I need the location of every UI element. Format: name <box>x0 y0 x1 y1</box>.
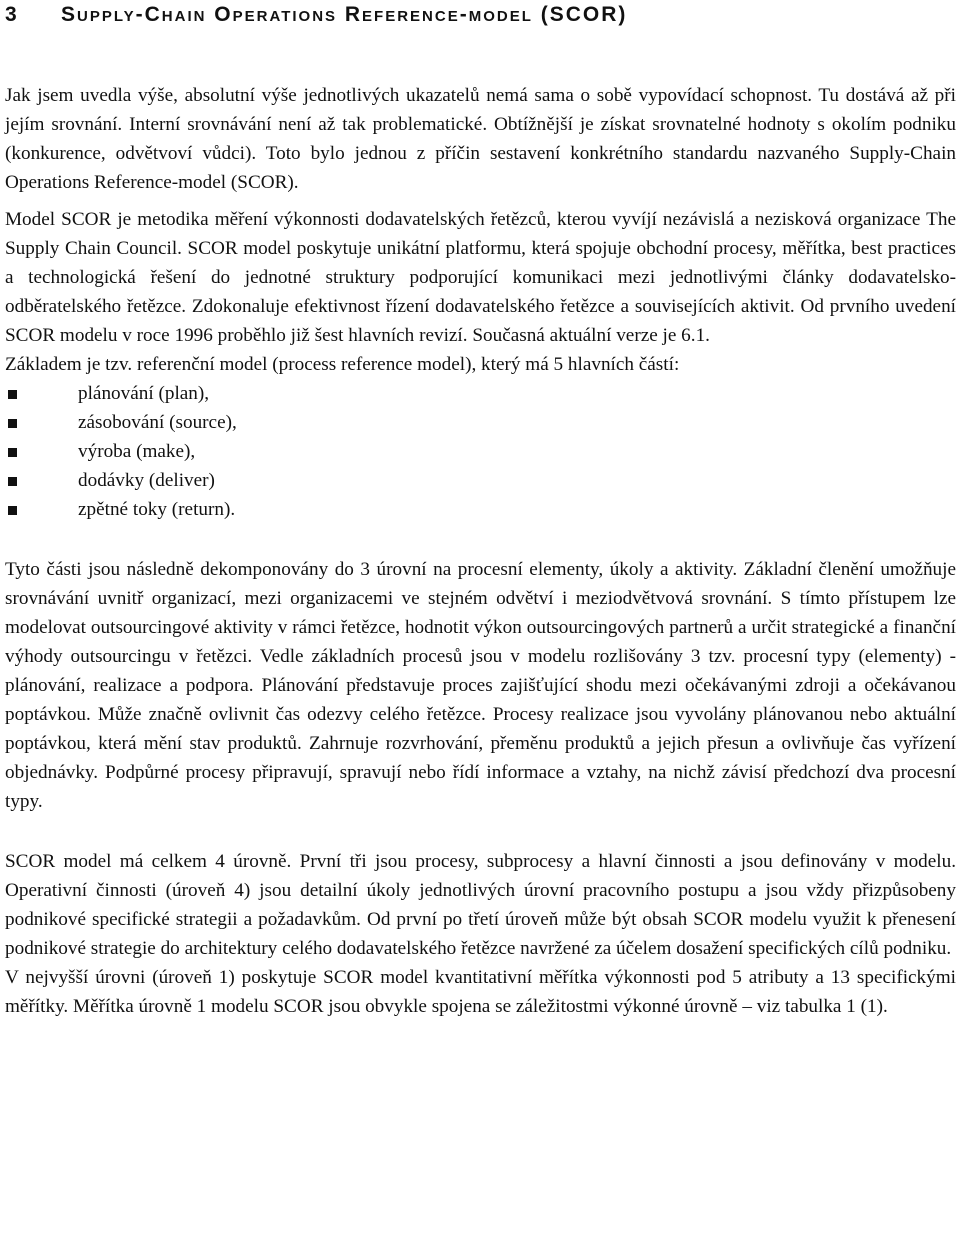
section-number: 3 <box>5 3 18 26</box>
list-item: zpětné toky (return). <box>5 495 956 524</box>
list-item: zásobování (source), <box>5 408 956 437</box>
document-page <box>5 0 956 1021</box>
paragraph-reference-model: Základem je tzv. referenční model (process reference model), který má 5 hlavních částí: <box>5 354 680 375</box>
bullet-square-icon <box>8 477 17 486</box>
bullet-list <box>5 379 956 524</box>
list-item: výroba (make), <box>5 437 956 466</box>
bullet-square-icon <box>8 448 17 457</box>
paragraph-intro: Jak jsem uvedla výše, absolutní výše jednotlivých ukazatelů nemá sama o sobě vypovídací schopnost. Tu dostává až při jejím srovnání. Interní srovnávání není až tak problematické. Obtížnější je získat srovnatelné hodnoty s okolím podniku (konkurence, odvětvoví vůdci). Toto bylo jednou z příčin sestavení konkrétního standardu nazvaného Supply-Chain Operations Reference-model (SCOR). <box>5 85 956 193</box>
bullet-square-icon <box>8 390 17 399</box>
list-item: plánování (plan), <box>5 379 956 408</box>
bullet-square-icon <box>8 419 17 428</box>
bullet-square-icon <box>8 506 17 515</box>
paragraph-levels: SCOR model má celkem 4 úrovně. První tři jsou procesy, subprocesy a hlavní činnosti a jsou definovány v modelu. Operativní činnosti (úroveň 4) jsou detailní úkoly jednotlivých úrovní pracovního postupu a jsou vždy přizpůsobeny podnikové specifické strategii a požadavkům. Od první po třetí úroveň může být obsah SCOR modelu využit k přenesení podnikové strategie do architektury celého dodavatelského řetězce navržené za účelem dosažení specifických cílů podniku. <box>5 851 956 959</box>
section-heading <box>5 2 956 32</box>
paragraph-decomposition: Tyto části jsou následně dekomponovány do 3 úrovní na procesní elementy, úkoly a aktivity. Základní členění umožňuje srovnávání uvnitř organizací, mezi organizacemi ve stejném odvětví i meziodvětvová srovnání. S tímto přístupem lze modelovat outsourcingové aktivity v rámci řetězce, hodnotit výkon outsourcingových partnerů a určit strategické a finanční výhody outsourcingu v řetězci. Vedle základních procesů jsou v modelu rozlišovány 3 tzv. procesní typy (elementy) - plánování, realizace a podpora. Plánování představuje proces zajišťující shodu mezi očekávanými zdroji a očekávanou poptávkou. Může značně ovlivnit čas odezvy celého řetězce. Procesy realizace jsou vyvolány plánovanou nebo aktuální poptávkou, která mění stav produktů. Zahrnuje rozvrhování, přeměnu produktů a jejich přesun a ovlivňuje čas vyřízení objednávky. Podpůrné procesy připravují, spravují nebo řídí informace a vztahy, na nichž závisí předchozí dva procesní typy. <box>5 559 956 812</box>
paragraph-level-one: V nejvyšší úrovni (úroveň 1) poskytuje SCOR model kvantitativní měřítka výkonnosti pod 5 atributy a 13 specifickými měřítky. Měřítka úrovně 1 modelu SCOR jsou obvykle spojena se záležitostmi výkonné úrovně – viz tabulka 1 (1). <box>5 967 956 1017</box>
paragraph-scor-model: Model SCOR je metodika měření výkonnosti dodavatelských řetězců, kterou vyvíjí nezávislá a nezisková organizace The Supply Chain Council. SCOR model poskytuje unikátní platformu, která spojuje obchodní procesy, měřítka, best practices a technologická řešení do jednotné struktury podporující komunikaci mezi jednotlivými články dodavatelsko-odběratelského řetězce. Zdokonaluje efektivnost řízení dodavatelského řetězce a souvisejících aktivit. Od prvního uvedení SCOR modelu v roce 1996 proběhlo již šest hlavních revizí. Současná aktuální verze je 6.1. <box>5 209 956 346</box>
list-item: dodávky (deliver) <box>5 466 956 495</box>
section-title: Supply-Chain Operations Reference-model (SCOR) <box>61 3 628 26</box>
